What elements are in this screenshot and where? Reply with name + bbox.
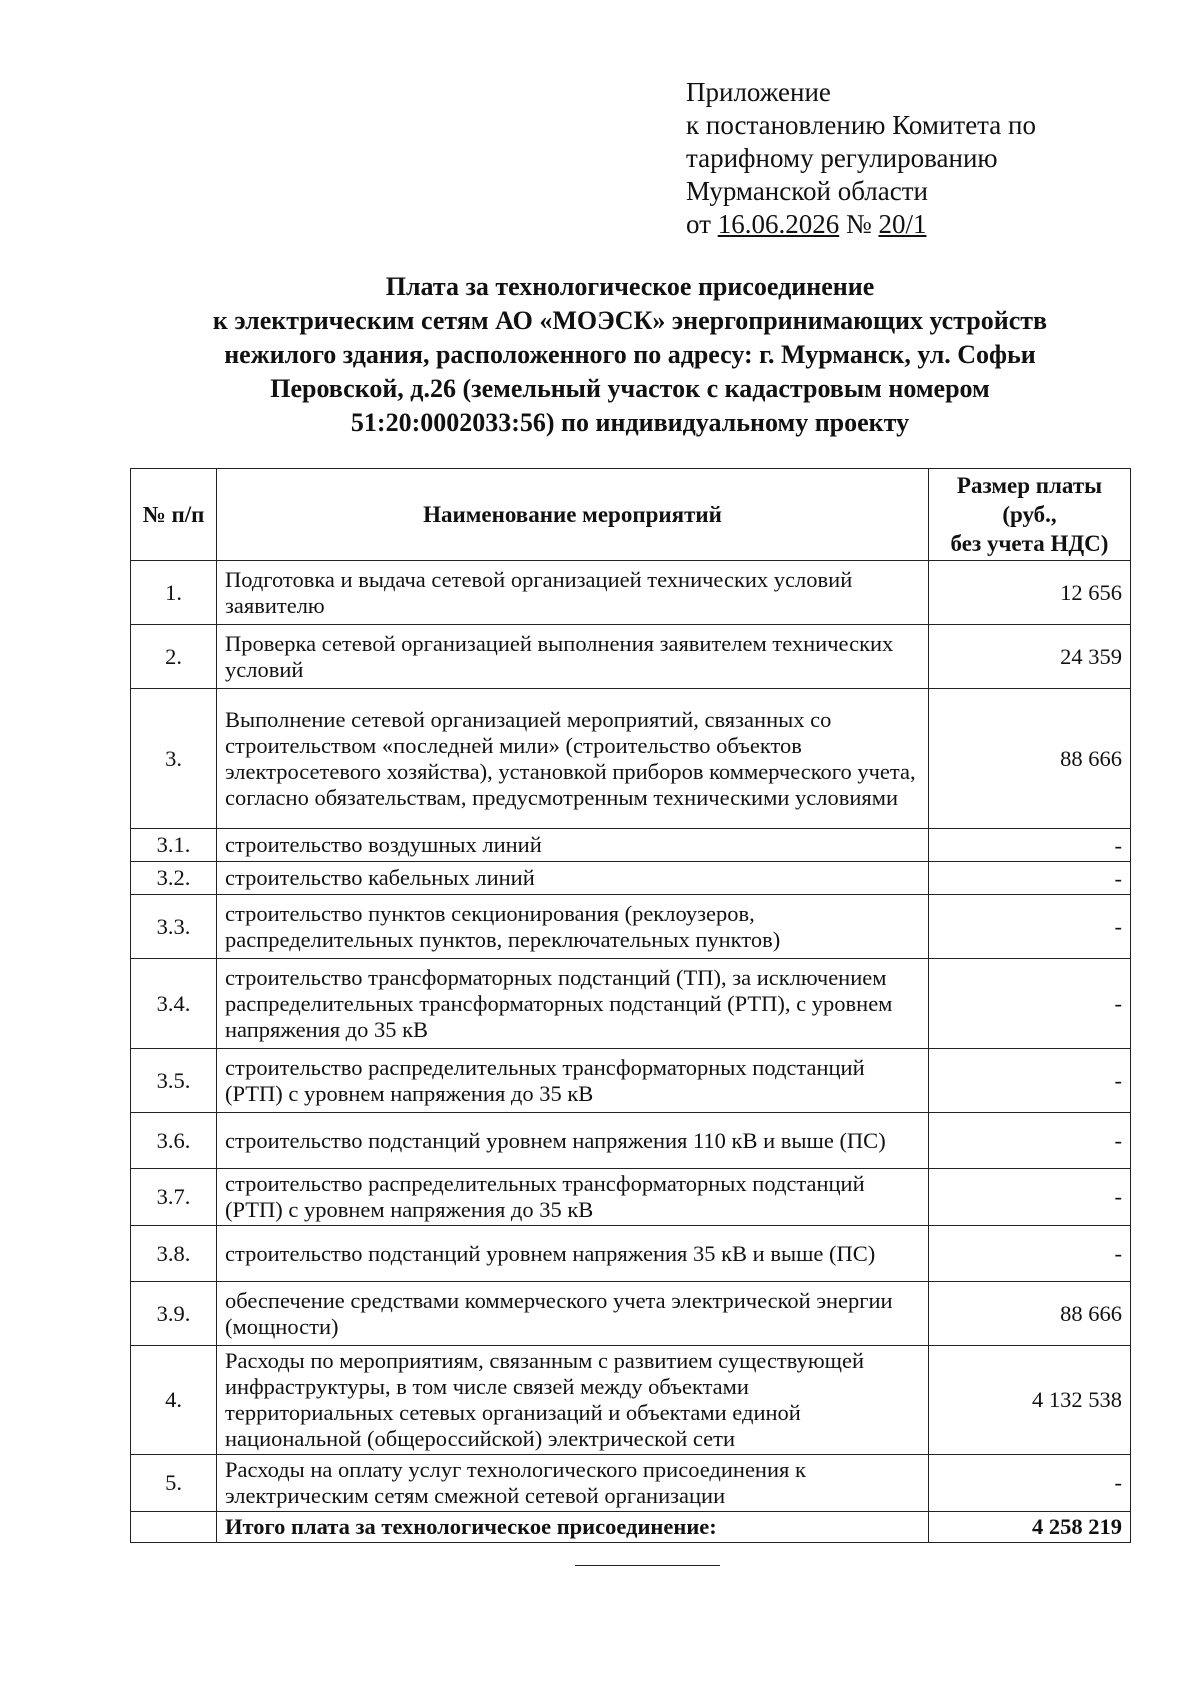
row-num: 3. <box>131 689 217 829</box>
total-label: Итого плата за технологическое присоединение: <box>217 1512 929 1543</box>
row-num: 3.9. <box>131 1282 217 1346</box>
annex-line-3: тарифному регулированию <box>686 143 998 173</box>
table-row <box>131 561 1131 625</box>
row-name: строительство кабельных линий <box>217 862 929 895</box>
total-num <box>131 1512 217 1543</box>
row-name: Подготовка и выдача сетевой организацией технических условий заявителю <box>217 561 929 625</box>
end-separator-line <box>575 1565 720 1566</box>
row-num: 1. <box>131 561 217 625</box>
row-fee: - <box>929 895 1131 959</box>
annex-number: 20/1 <box>878 209 927 239</box>
fees-table <box>130 468 1131 1543</box>
table-row <box>131 895 1131 959</box>
table-row <box>131 1113 1131 1169</box>
annex-line-4: Мурманской области <box>686 176 928 206</box>
row-name: Расходы по мероприятиям, связанным с развитием существующей инфраструктуры, в том числе связей между объектами территориальных сетевых организаций и объектами единой национальной (общероссийской) электрической сети <box>217 1346 929 1455</box>
document-title <box>130 270 1130 440</box>
row-num: 5. <box>131 1455 217 1512</box>
table-row <box>131 829 1131 862</box>
table-row <box>131 625 1131 689</box>
title-line-2: к электрическим сетям АО «МОЭСК» энергопринимающих устройств <box>212 306 1048 335</box>
annex-date-prefix: от <box>686 209 711 239</box>
header-name: Наименование мероприятий <box>217 469 929 561</box>
header-fee-line-3: без учета НДС) <box>950 531 1109 556</box>
table-row <box>131 1049 1131 1113</box>
title-line-3: нежилого здания, расположенного по адресу: г. Мурманск, ул. Софьи <box>224 340 1036 369</box>
row-name: строительство подстанций уровнем напряжения 35 кВ и выше (ПС) <box>217 1226 929 1282</box>
table-row <box>131 1455 1131 1512</box>
row-name: строительство подстанций уровнем напряжения 110 кВ и выше (ПС) <box>217 1113 929 1169</box>
row-fee: - <box>929 862 1131 895</box>
table-row <box>131 1169 1131 1226</box>
row-fee: 4 132 538 <box>929 1346 1131 1455</box>
row-num: 4. <box>131 1346 217 1455</box>
row-fee: - <box>929 959 1131 1049</box>
row-fee: - <box>929 1049 1131 1113</box>
row-fee: 88 666 <box>929 1282 1131 1346</box>
row-num: 3.7. <box>131 1169 217 1226</box>
row-fee: 24 359 <box>929 625 1131 689</box>
row-name: Проверка сетевой организацией выполнения заявителем технических условий <box>217 625 929 689</box>
table-row <box>131 1226 1131 1282</box>
table-row <box>131 959 1131 1049</box>
row-name: Расходы на оплату услуг технологического присоединения к электрическим сетям смежной сетевой организации <box>217 1455 929 1512</box>
total-row <box>131 1512 1131 1543</box>
row-num: 3.2. <box>131 862 217 895</box>
title-line-5: 51:20:0002033:56) по индивидуальному проекту <box>350 408 910 437</box>
row-fee: 88 666 <box>929 689 1131 829</box>
row-fee: - <box>929 829 1131 862</box>
row-num: 2. <box>131 625 217 689</box>
row-name: строительство воздушных линий <box>217 829 929 862</box>
row-name: строительство распределительных трансформаторных подстанций (РТП) с уровнем напряжения до 35 кВ <box>217 1169 929 1226</box>
row-num: 3.4. <box>131 959 217 1049</box>
row-fee: - <box>929 1455 1131 1512</box>
annex-number-prefix: № <box>845 209 872 239</box>
header-fee-line-2: (руб., <box>1002 502 1057 527</box>
row-num: 3.1. <box>131 829 217 862</box>
table-row <box>131 689 1131 829</box>
header-fee <box>929 469 1131 561</box>
row-name: строительство трансформаторных подстанций (ТП), за исключением распределительных трансформаторных подстанций (РТП), с уровнем напряжения до 35 кВ <box>217 959 929 1049</box>
row-fee: - <box>929 1169 1131 1226</box>
total-fee: 4 258 219 <box>929 1512 1131 1543</box>
header-fee-line-1: Размер платы <box>956 473 1103 498</box>
row-num: 3.6. <box>131 1113 217 1169</box>
annex-block <box>686 76 1036 241</box>
row-num: 3.3. <box>131 895 217 959</box>
annex-line-1: Приложение <box>686 77 831 107</box>
row-num: 3.8. <box>131 1226 217 1282</box>
row-name: обеспечение средствами коммерческого учета электрической энергии (мощности) <box>217 1282 929 1346</box>
row-fee: - <box>929 1226 1131 1282</box>
annex-line-2: к постановлению Комитета по <box>686 110 1036 140</box>
table-row <box>131 862 1131 895</box>
row-name: строительство пунктов секционирования (реклоузеров, распределительных пунктов, переключательных пунктов) <box>217 895 929 959</box>
header-num: № п/п <box>131 469 217 561</box>
annex-date-line <box>686 208 1036 241</box>
title-line-1: Плата за технологическое присоединение <box>385 272 875 301</box>
row-fee: 12 656 <box>929 561 1131 625</box>
title-line-4: Перовской, д.26 (земельный участок с кадастровым номером <box>270 374 990 403</box>
row-num: 3.5. <box>131 1049 217 1113</box>
row-fee: - <box>929 1113 1131 1169</box>
table-row <box>131 1282 1131 1346</box>
annex-date: 16.06.2026 <box>717 209 840 239</box>
row-name: Выполнение сетевой организацией мероприятий, связанных со строительством «последней мили» (строительство объектов электросетевого хозяйства), установкой приборов коммерческого учета, согласно обязательствам, предусмотренным техническими условиями <box>217 689 929 829</box>
table-header-row <box>131 469 1131 561</box>
row-name: строительство распределительных трансформаторных подстанций (РТП) с уровнем напряжения до 35 кВ <box>217 1049 929 1113</box>
table-row <box>131 1346 1131 1455</box>
